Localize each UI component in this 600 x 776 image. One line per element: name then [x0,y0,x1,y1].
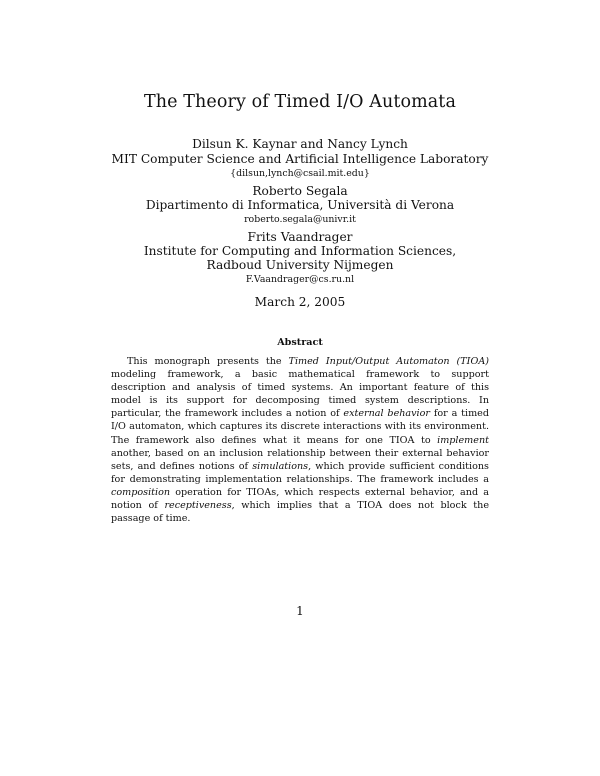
author-affiliation-1: MIT Computer Science and Artificial Intelligence Laboratory [111,152,489,166]
author-affiliation-3b: Radboud University Nijmegen [206,258,394,272]
abstract-run: This monograph presents the [127,356,289,367]
abstract-run: modeling framework, a basic mathematical framework to support description and analysis of timed systems. An important feature of this model is its support for decomposing timed system descriptions. In particular, the framework includes a notion of [111,369,489,420]
paper-title: The Theory of Timed I/O Automata [144,92,456,112]
abstract-run: , which provide sufficient conditions for demonstrating implementation relationships. The framework includes a [111,460,489,485]
abstract-emphasis: composition [111,486,171,498]
author-names-3: Frits Vaandrager [247,230,353,244]
abstract-emphasis: Timed Input/Output Automaton (TIOA) [288,356,489,367]
author-names-1: Dilsun K. Kaynar and Nancy Lynch [192,137,408,151]
abstract-emphasis: external behavior [343,408,430,420]
abstract-emphasis: receptiveness [164,500,232,512]
page-number: 1 [296,604,304,618]
paper-date: March 2, 2005 [254,295,346,309]
author-email-1: {dilsun,lynch@csail.mit.edu} [230,168,370,179]
abstract-run: for a timed I/O automaton, which captures its discrete interactions with its environment. The framework also defines what it means for one TIOA to [111,408,489,446]
author-affiliation-2: Dipartimento di Informatica, Università di Verona [145,198,455,212]
abstract-emphasis: implement [437,434,489,446]
abstract-emphasis: simulations [252,460,309,472]
author-email-2: roberto.segala@univr.it [244,214,356,225]
abstract-heading: Abstract [277,337,323,348]
author-affiliation-3a: Institute for Computing and Information Sciences, [143,244,457,258]
author-names-2: Roberto Segala [252,184,348,198]
author-email-3: F.Vaandrager@cs.ru.nl [245,274,355,285]
abstract-run: another, based on an inclusion relationship between their external behavior sets, and defines notions of [111,447,489,472]
abstract-run: , which implies that a TIOA does not block the passage of time. [111,500,489,525]
abstract-run: operation for TIOAs, which respects external behavior, and a notion of [111,486,489,512]
abstract-text [111,355,489,525]
